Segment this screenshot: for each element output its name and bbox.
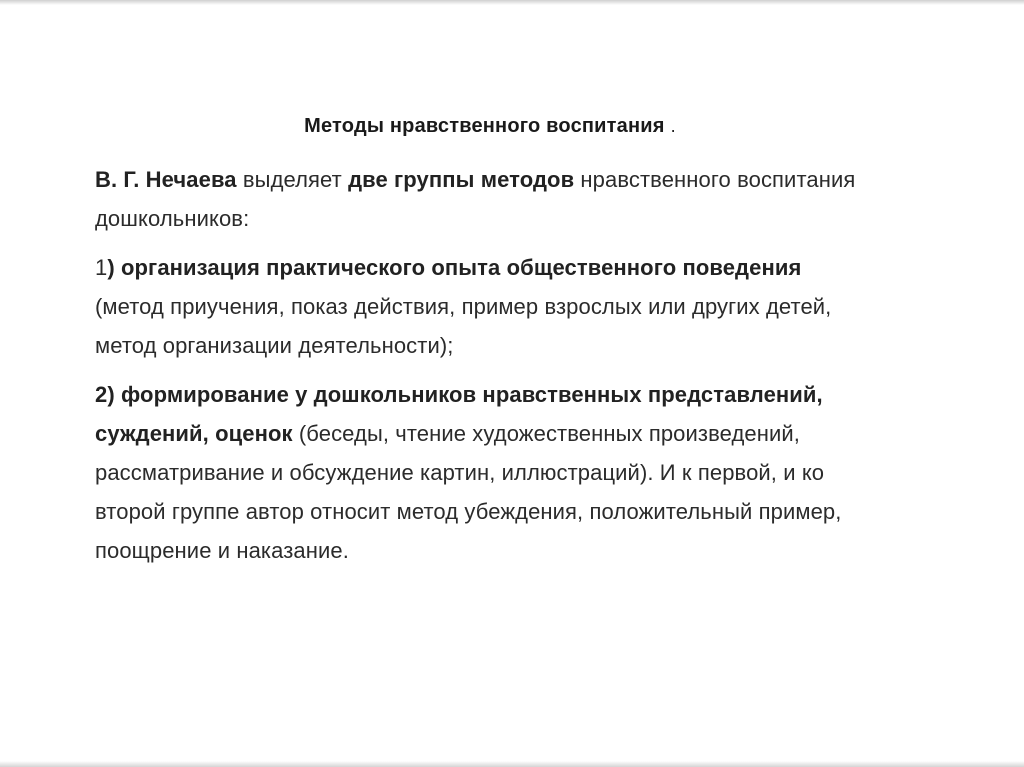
slide-title: [95, 115, 875, 138]
item2-heading: 2) формирование у дошкольников нравственных представлений, суждений, оценок: [95, 382, 823, 446]
intro-paragraph: [95, 160, 875, 238]
method-group-2: [95, 375, 875, 570]
method-group-1: [95, 248, 875, 365]
title-dot: .: [670, 116, 676, 136]
item1-number: 1: [95, 255, 108, 280]
bottom-edge-shadow: [0, 761, 1024, 767]
intro-text-1: выделяет: [236, 167, 349, 192]
slide-content: [95, 115, 875, 580]
item1-heading: ) организация практического опыта общественного поведения: [107, 255, 802, 280]
title-text: Методы нравственного воспитания: [304, 115, 665, 137]
top-edge-shadow: [0, 0, 1024, 5]
intro-bold-groups: две группы методов: [348, 167, 575, 192]
intro-text-2: нравственного воспитания дошкольников:: [95, 167, 856, 231]
item1-details: (метод приучения, показ действия, пример взрослых или других детей, метод организации деятельности);: [95, 294, 832, 358]
author-name: В. Г. Нечаева: [95, 167, 237, 192]
item2-details: (беседы, чтение художественных произведений, рассматривание и обсуждение картин, иллюстраций). И к первой, и ко второй группе автор относит метод убеждения, положительный пример, поощрение и наказание.: [95, 421, 842, 563]
